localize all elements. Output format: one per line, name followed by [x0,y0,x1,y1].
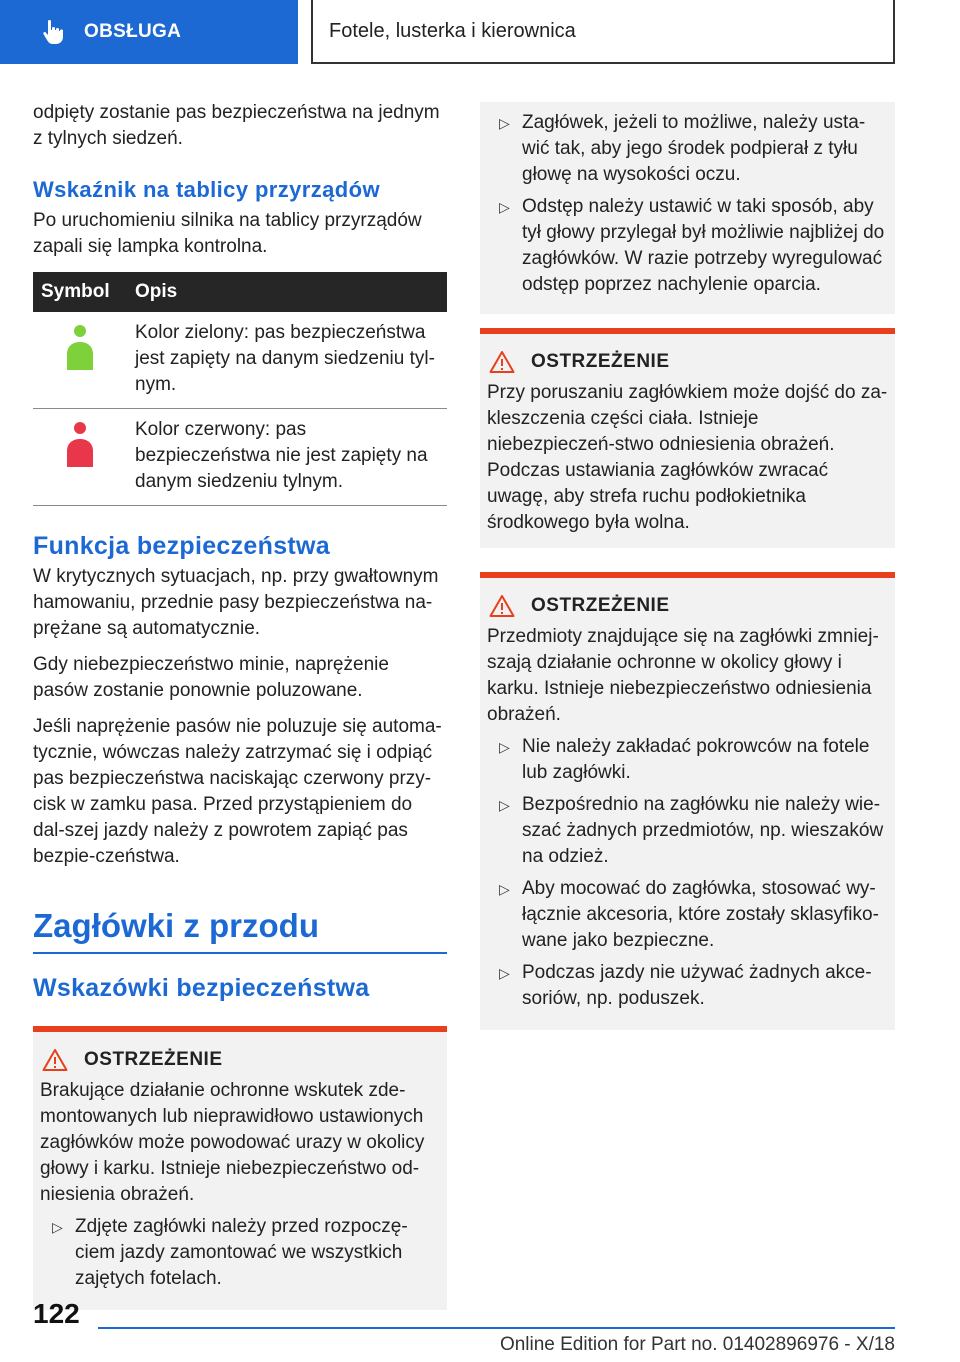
list-item: ▷ Zdjęte zagłówki należy przed rozpoczę-ciem jazdy zamontować we wszystkich zajętych fotelach. [52,1216,408,1289]
list-item: ▷ Aby mocować do zagłówka, stosować wy-łącznie akcesoria, które zostały sklasyfiko-wane jako bezpieczne. [499,878,879,951]
chapter-title: Fotele, lusterka i kierownica [311,0,895,64]
warning-title: OSTRZEŻENIE [84,1049,223,1070]
section-label: OBSŁUGA [84,21,182,42]
warning-text: Przedmioty znajdujące się na zagłówki zmniej-szają działanie ochronne w okolicy głowy i karku. Istnieje niebezpieczeństwo odniesienia obrażeń. [487,626,879,725]
symbol-table [33,272,447,506]
triangle-bullet-icon: ▷ [499,739,510,755]
warning-box [480,328,895,548]
function-paragraph-1: W krytycznych sytuacjach, np. przy gwałtownym hamowaniu, przednie pasy bezpieczeństwa na-prężane są automatycznie. [33,566,439,639]
row-description: Kolor czerwony: pas bezpieczeństwa nie jest zapięty na danym siedzeniu tylnym. [127,409,447,506]
warning-box [33,1026,447,1310]
warning-title: OSTRZEŻENIE [531,595,670,616]
triangle-bullet-icon: ▷ [499,199,510,215]
headrest-heading: Zagłówki z przodu [33,907,319,944]
triangle-bullet-icon: ▷ [52,1219,63,1235]
function-heading: Funkcja bezpieczeństwa [33,532,330,560]
right-column [480,102,895,1030]
list-item: ▷ Nie należy zakładać pokrowców na fotele lub zagłówki. [499,736,870,783]
warning-triangle-icon [489,594,515,618]
triangle-bullet-icon: ▷ [499,115,510,131]
warning-box [480,572,895,1030]
symbol-column-header: Symbol [33,272,127,312]
list-item: ▷ Zagłówek, jeżeli to możliwe, należy usta-wić tak, aby jego środek podpierał z tyłu głowę na wysokości oczu. [499,112,866,185]
hand-pointer-icon [42,19,64,45]
warning-text: Brakujące działanie ochronne wskutek zde-montowanych lub nieprawidłowo ustawionych zagłówków może powodować urazy w okolicy głowy i karku. Istnieje niebezpieczeństwo od-niesienia obrażeń. [40,1080,425,1205]
heading-rule [33,952,447,954]
warning-title: OSTRZEŻENIE [531,351,670,372]
footer-rule [98,1327,895,1329]
warning-text: Przy poruszaniu zagłówkiem może dojść do za-kleszczenia części ciała. Istnieje niebezpieczeń-stwo odniesienia obrażeń. Podczas ustawiania zagłówków zwracać uwagę, aby strefa ruchu podłokietnika środkowego była wolna. [487,382,888,533]
triangle-bullet-icon: ▷ [499,797,510,813]
warning-triangle-icon [489,350,515,374]
continued-bullet-list [487,110,888,298]
intro-paragraph: odpięty zostanie pas bezpieczeństwa na jednym z tylnych siedzeń. [33,102,440,149]
triangle-bullet-icon: ▷ [499,965,510,981]
section-tab[interactable] [0,0,298,64]
function-paragraph-2: Gdy niebezpieczeństwo minie, naprężenie pasów zostanie ponownie poluzowane. [33,654,389,701]
description-column-header: Opis [127,272,447,312]
warning-bullet-list [40,1214,440,1292]
continued-bullet-box [480,102,895,314]
indicator-heading: Wskaźnik na tablicy przyrządów [33,177,380,202]
table-row [33,312,447,409]
function-paragraph-3: Jeśli naprężenie pasów nie poluzuje się automa-tycznie, wówczas należy zatrzymać się i odpiąć pas bezpieczeństwa naciskając czerwony przy-cisk w zamku pasa. Przed przystąpieniem do dal-szej jazdy należy z powrotem zapiąć pas bezpie-czeństwa. [33,716,442,867]
row-description: Kolor zielony: pas bezpieczeństwa jest zapięty na danym siedzeniu tyl-nym. [127,312,447,409]
indicator-paragraph: Po uruchomieniu silnika na tablicy przyrządów zapali się lampka kontrolna. [33,210,422,257]
warning-triangle-icon [42,1048,68,1072]
person-green-icon [65,324,95,382]
warning-bullet-list [487,734,888,1012]
list-item: ▷ Podczas jazdy nie używać żadnych akce-soriów, np. poduszek. [499,962,872,1009]
table-row [33,409,447,506]
edition-text: Online Edition for Part no. 01402896976 - X/18 [499,1334,895,1355]
person-red-icon [65,421,95,479]
page-number: 122 [33,1298,80,1329]
safety-heading: Wskazówki bezpieczeństwa [33,974,370,1002]
left-column [33,100,447,1310]
triangle-bullet-icon: ▷ [499,881,510,897]
list-item: ▷ Bezpośrednio na zagłówku nie należy wie-szać żadnych przedmiotów, np. wieszaków na odzież. [499,794,884,867]
list-item: ▷ Odstęp należy ustawić w taki sposób, aby tył głowy przylegał był możliwie najbliżej do zagłówków. W razie potrzeby wyregulować odstęp poprzez nachylenie oparcia. [499,196,885,295]
